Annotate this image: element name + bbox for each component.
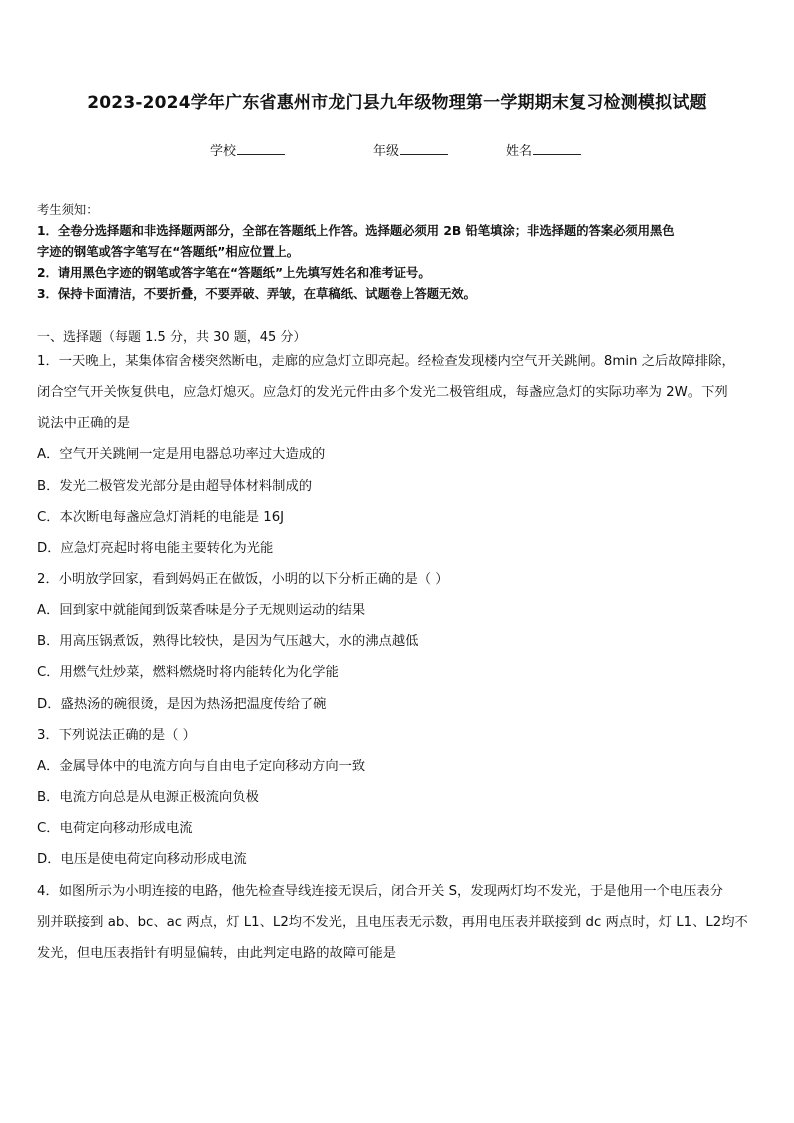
notice-item: 1．全卷分选择题和非选择题两部分，全部在答题纸上作答。选择题必须用 2B 铅笔填涂；非选择题的答案必须用黑色 [37, 224, 675, 238]
question-line: 1．一天晚上，某集体宿舍楼突然断电，走廊的应急灯立即亮起。经检查发现楼内空气开关跳闸。8min 之后故障排除， [37, 354, 735, 369]
question-line: 闭合空气开关恢复供电，应急灯熄灭。应急灯的发光元件由多个发光二极管组成，每盏应急灯的实际功率为 2W。下列 [37, 385, 728, 400]
exam-title: 2023-2024学年广东省惠州市龙门县九年级物理第一学期期末复习检测模拟试题 [87, 93, 707, 113]
notice-item: 字迹的钢笔或答字笔写在“答题纸”相应位置上。 [37, 245, 300, 259]
school-label: 学校 [210, 144, 237, 159]
school-blank [237, 142, 285, 155]
school-field [210, 140, 285, 159]
question-3-option-d: D．电压是使电荷定向移动形成电流 [37, 852, 247, 867]
question-1-option-a: A．空气开关跳闸一定是用电器总功率过大造成的 [37, 447, 326, 462]
notice-item: 2．请用黑色字迹的钢笔或答字笔在“答题纸”上先填写姓名和准考证号。 [37, 266, 431, 280]
question-3-option-c: C．电荷定向移动形成电流 [37, 821, 193, 836]
question-line: 4．如图所示为小明连接的电路，他先检查导线连接无误后，闭合开关 S，发现两灯均不发光，于是他用一个电压表分 [37, 884, 723, 899]
notice-item: 3．保持卡面清洁，不要折叠，不要弄破、弄皱，在草稿纸、试题卷上答题无效。 [37, 287, 476, 301]
notice-heading: 考生须知： [37, 203, 99, 217]
question-2-option-b: B．用高压锅煮饭，熟得比较快，是因为气压越大，水的沸点越低 [37, 634, 419, 649]
question-3-option-a: A．金属导体中的电流方向与自由电子定向移动方向一致 [37, 759, 366, 774]
question-2-stem: 2．小明放学回家，看到妈妈正在做饭，小明的以下分析正确的是（ ） [37, 572, 449, 587]
section-heading: 一、选择题（每题 1.5 分，共 30 题，45 分） [37, 330, 307, 345]
question-1-option-d: D．应急灯亮起时将电能主要转化为光能 [37, 541, 274, 556]
name-blank [533, 142, 581, 155]
question-1-stem [37, 346, 757, 439]
grade-blank [400, 142, 448, 155]
question-4-stem [37, 876, 757, 969]
name-field [506, 140, 581, 159]
question-line: 说法中正确的是 [37, 416, 131, 431]
question-2-option-a: A．回到家中就能闻到饭菜香味是分子无规则运动的结果 [37, 603, 366, 618]
question-1-option-c: C．本次断电每盏应急灯消耗的电能是 16J [37, 510, 285, 525]
candidate-notice [37, 200, 759, 305]
grade-label: 年级 [373, 144, 400, 159]
name-label: 姓名 [506, 144, 533, 159]
grade-field [373, 140, 448, 159]
question-3-stem: 3．下列说法正确的是（ ） [37, 728, 196, 743]
question-2-option-d: D．盛热汤的碗很烫，是因为热汤把温度传给了碗 [37, 697, 327, 712]
question-line: 发光，但电压表指针有明显偏转，由此判定电路的故障可能是 [37, 946, 397, 961]
question-line: 别并联接到 ab、bc、ac 两点，灯 L1、L2均不发光，且电压表无示数，再用电压表并联接到 dc 两点时，灯 L1、L2均不 [37, 915, 748, 930]
question-1-option-b: B．发光二极管发光部分是由超导体材料制成的 [37, 479, 313, 494]
question-3-option-b: B．电流方向总是从电源正极流向负极 [37, 790, 259, 805]
question-2-option-c: C．用燃气灶炒菜，燃料燃烧时将内能转化为化学能 [37, 665, 339, 680]
